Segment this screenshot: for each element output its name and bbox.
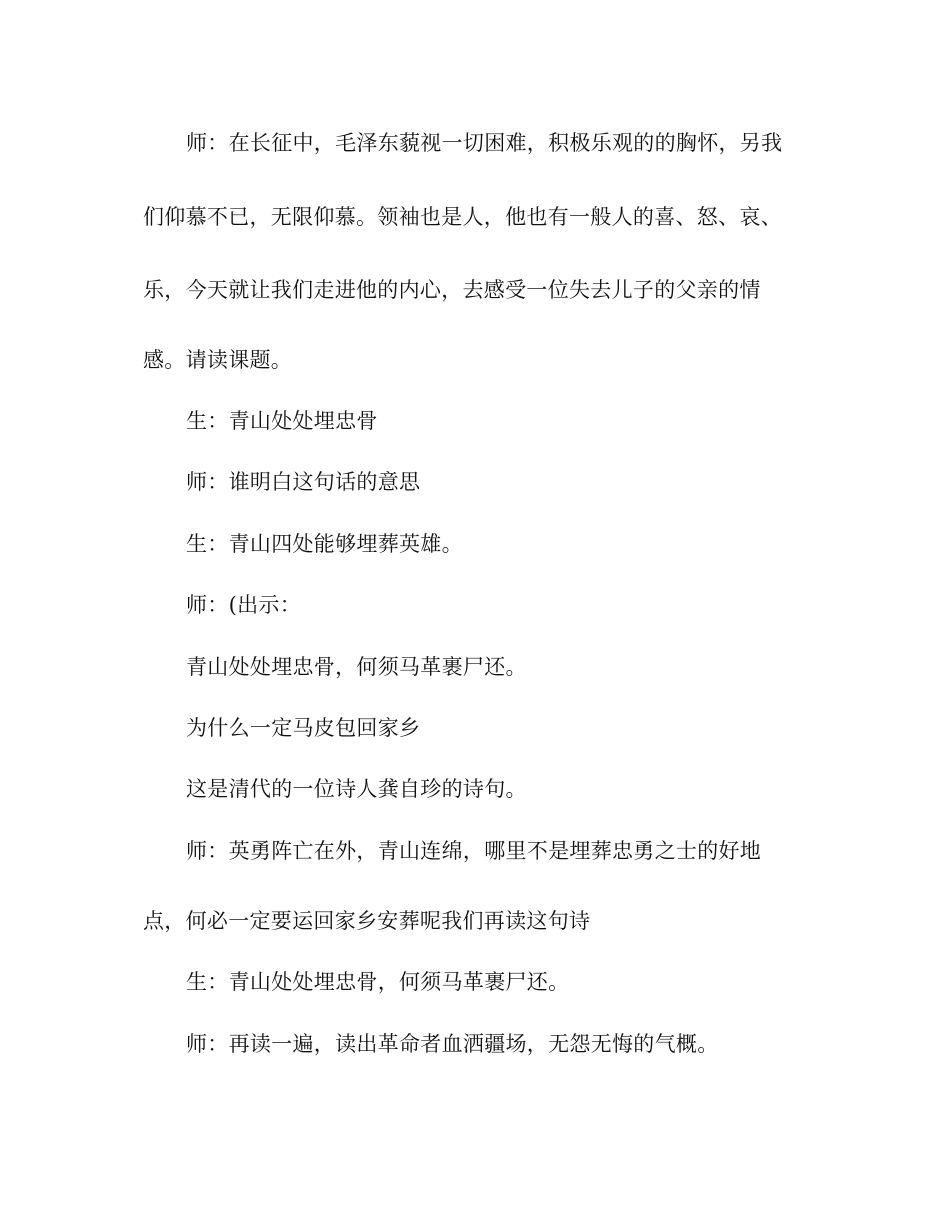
paragraph-line: 师：(出示： — [186, 593, 301, 617]
paragraph-line: 青山处处埋忠骨，何须马革裹尸还。 — [186, 655, 527, 679]
paragraph-line: 师：英勇阵亡在外，青山连绵，哪里不是埋葬忠勇之士的好地 — [186, 839, 762, 863]
paragraph-line: 乐，今天就让我们走进他的内心，去感受一位失去儿子的父亲的情 — [143, 278, 761, 302]
paragraph-line: 生：青山处处埋忠骨，何须马革裹尸还。 — [186, 970, 570, 994]
paragraph-line: 们仰慕不已，无限仰慕。领袖也是人，他也有一般人的喜、怒、哀、 — [143, 205, 782, 229]
paragraph-line: 感。请读课题。 — [143, 348, 293, 372]
paragraph-line: 点，何必一定要运回家乡安葬呢我们再读这句诗 — [143, 909, 591, 933]
paragraph-line: 师：谁明白这句话的意思 — [186, 470, 421, 494]
paragraph-line: 师：在长征中，毛泽东藐视一切困难，积极乐观的的胸怀，另我 — [186, 131, 783, 155]
paragraph-line: 师：再读一遍，读出革命者血洒疆场，无怨无悔的气概。 — [186, 1032, 719, 1056]
paragraph-line: 为什么一定马皮包回家乡 — [186, 716, 421, 740]
paragraph-line: 生：青山处处埋忠骨 — [186, 409, 378, 433]
paragraph-line: 这是清代的一位诗人龚自珍的诗句。 — [186, 777, 527, 801]
paragraph-line: 生：青山四处能够埋葬英雄。 — [186, 532, 463, 556]
